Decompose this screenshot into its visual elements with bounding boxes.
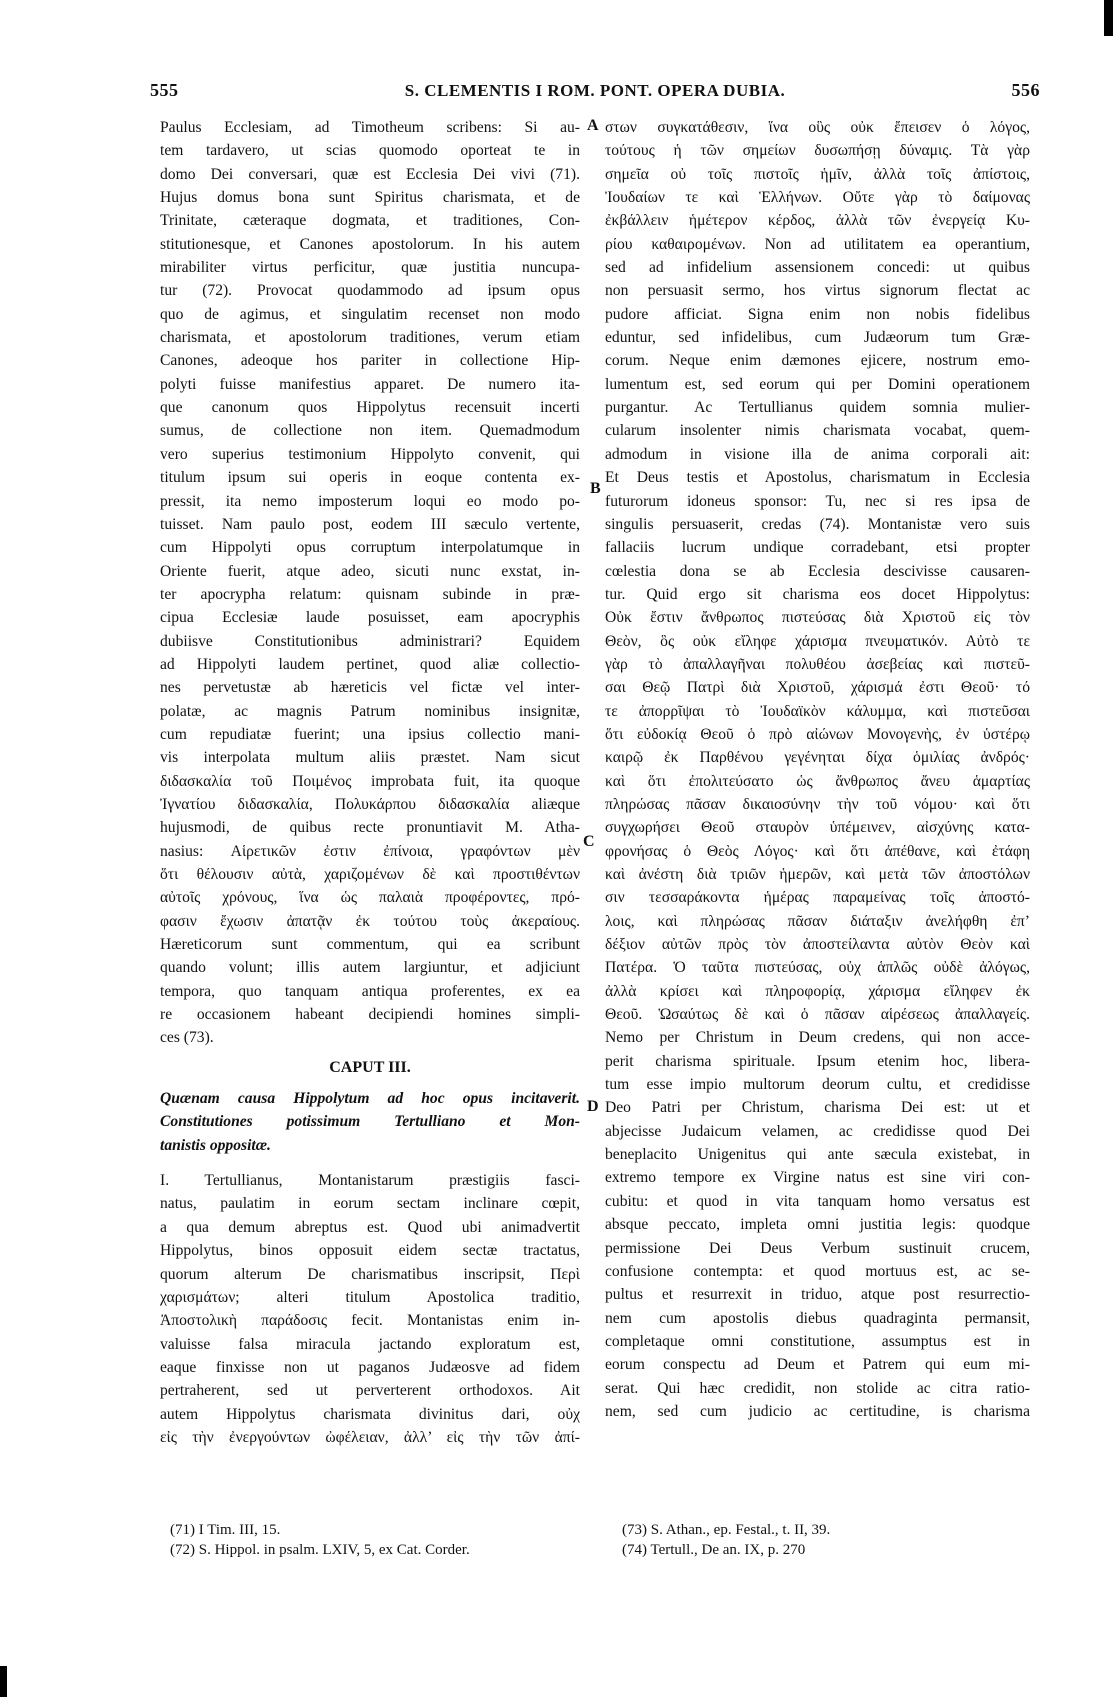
- text-line: eorum conspectu ad Deum et Patrem qui eum mi-: [605, 1356, 1030, 1374]
- running-header: [150, 80, 1040, 106]
- text-line: αὐτοῖς χρόνους, ἵνα ὡς παλαιὰ προφέροντες, πρό-: [160, 889, 580, 907]
- footnotes-right: [622, 1520, 1022, 1560]
- text-line: εἰς τὴν ἐνεργούντων ὠφέλειαν, ἀλλ’ εἰς τὴν τῶν ἀπί-: [160, 1428, 580, 1446]
- text-line: cubitu: et quod in vita tanquam homo versatus est: [605, 1192, 1030, 1210]
- text-line: καὶ ἀνέστη διὰ τριῶν ἡμερῶν, καὶ μετὰ τῶν ἀποστόλων: [605, 866, 1030, 883]
- text-line: perit charisma spirituale. Ipsum etenim hoc, libera-: [605, 1052, 1030, 1070]
- text-line: serat. Qui hæc credidit, non stolide ac citra ratio-: [605, 1379, 1030, 1397]
- text-line: sed ad infidelium assensionem concedi: ut quibus: [605, 259, 1030, 277]
- text-line: Deo Patri per Christum, charisma Dei est: ut et: [605, 1099, 1030, 1117]
- text-line: σιν τεσσαράκοντα ἡμέρας παραμείνας τοῖς ἀποστό-: [605, 889, 1030, 907]
- text-line: ρίου καθαιρομένων. Non ad utilitatem ea operantium,: [605, 235, 1030, 253]
- text-line: cipua Ecclesiæ laude posuisset, eam apocryphis: [160, 609, 580, 627]
- right-column-text: [605, 116, 1030, 1423]
- text-line: Hæreticorum sunt commentum, qui ea scribunt: [160, 936, 580, 954]
- text-line: Πατέρα. Ὁ ταῦτα πιστεύσας, οὐχ ἁπλῶς οὐδὲ ἀλόγως,: [605, 959, 1030, 977]
- footnotes-left: [170, 1520, 570, 1560]
- text-line: tempora, quo tanquam antiqua proferentes, ex ea: [160, 982, 580, 1000]
- text-line: φρονήσας ὁ Θεὸς Λόγος· καὶ ὅτι ἀπέθανε, καὶ ἐτάφη: [605, 842, 1030, 860]
- text-line: absque peccato, impleta omni justitia legis: quodque: [605, 1216, 1030, 1234]
- text-line: extremo tempore ex Virgine natus est sine viri con-: [605, 1169, 1030, 1187]
- scan-edge-mark-bottom: [0, 1666, 7, 1697]
- text-line: fallaciis lucrum undique corradebant, etsi propter: [605, 539, 1030, 557]
- summary-line: Quænam causa Hippolytum ad hoc opus incitaverit.: [160, 1090, 580, 1108]
- text-line: Hippolytus, binos opposuit eidem sectæ tractatus,: [160, 1242, 580, 1260]
- footnote: (73) S. Athan., ep. Festal., t. II, 39.: [622, 1522, 831, 1538]
- text-line: nem, sed cum judicio ac certitudine, is charisma: [605, 1402, 1030, 1420]
- text-line: Oriente fuerit, atque adeo, sicuti nunc exstat, in-: [160, 562, 580, 580]
- margin-marker-d: D: [587, 1098, 599, 1115]
- text-line: polyti fuisse manifestius apparet. De numero ita-: [160, 375, 580, 393]
- text-line: cum repudiatæ fuerint; una ipsius collectio mani-: [160, 725, 580, 743]
- text-line: pressit, ita nemo imposterum loqui eo modo po-: [160, 492, 580, 510]
- summary-line: Constitutiones potissimum Tertulliano et Mon-: [160, 1113, 580, 1131]
- text-line: abjecisse Judaicum velamen, ac credidisse quod Dei: [605, 1122, 1030, 1140]
- scan-edge-mark-top: [1104, 0, 1113, 36]
- text-line: dubiisve Constitutionibus administrari? Equidem: [160, 632, 580, 650]
- text-line: stitutionesque, et Canones apostolorum. In his autem: [160, 235, 580, 253]
- text-line: futurorum idoneus sponsor: Tu, nec si res ipsa de: [605, 492, 1030, 510]
- text-line: Θεὸν, ὃς οὐκ εἴληφε χάρισμα πνευματικόν. Αὐτὸ τε: [605, 632, 1030, 650]
- margin-marker-b: B: [590, 480, 601, 497]
- text-line: Οὐκ ἔστιν ἄνθρωπος πιστεύσας διὰ Χριστοῦ εἰς τὸν: [605, 609, 1030, 627]
- footnote: (71) I Tim. III, 15.: [170, 1522, 281, 1538]
- text-line: cularum insolenter nimis charismata vocabat, quem-: [605, 422, 1030, 440]
- text-line: tem tardavero, ut scias quomodo oporteat te in: [160, 142, 580, 160]
- text-line: re occasionem habeant decipiendi homines simpli-: [160, 1006, 580, 1024]
- text-line: pertraherent, sed ut perverterent orthodoxos. Ait: [160, 1382, 580, 1400]
- text-line: titulum ipsum sui operis in eoque contenta ex-: [160, 469, 580, 487]
- text-line: mirabiliter virtus perficitur, quæ justitia nuncupa-: [160, 259, 580, 277]
- text-line: Trinitate, cæteraque dogmata, et traditiones, Con-: [160, 212, 580, 230]
- text-line: eaque finxisse non ut paganos Judæosve ad fidem: [160, 1358, 580, 1376]
- text-line: καιρῷ ἐκ Παρθένου γεγένηται δίχα ὁμιλίας ἀνδρός·: [605, 749, 1030, 767]
- text-line: quando volunt; illis autem largiuntur, et adjiciunt: [160, 959, 580, 977]
- margin-marker-a: A: [587, 117, 599, 134]
- text-line: lumentum est, sed eorum qui per Domini operationem: [605, 375, 1030, 393]
- text-line: ἐκβάλλειν ἡμέτερον κέρδος, ἀλλὰ τῶν ἐνεργείᾳ Κυ-: [605, 212, 1030, 230]
- right-page-number: 556: [1011, 80, 1040, 100]
- text-line: confusione contempta: et quod mortuus est, ac se-: [605, 1262, 1030, 1280]
- text-line: σαι Θεῷ Πατρὶ διὰ Χριστοῦ, χάρισμά ἐστι Θεοῦ· τό: [605, 679, 1030, 697]
- text-line: sumus, de collectione non item. Quemadmodum: [160, 422, 580, 440]
- text-line: autem Hippolytus charismata divinitus dari, οὐχ: [160, 1405, 580, 1423]
- text-line: que canonum quos Hippolytus recensuit incerti: [160, 399, 580, 417]
- text-line: ὅτι εὐδοκίᾳ Θεοῦ ὁ πρὸ αἰώνων Μονογενὴς, ἐν ὑστέρῳ: [605, 725, 1030, 743]
- text-line: vis interpolata multum aliis præstet. Nam sicut: [160, 749, 580, 767]
- text-line: ὅτι θέλουσιν αὐτὰ, χαριζομένων δὲ καὶ προστιθέντων: [160, 866, 580, 883]
- margin-marker-c: C: [583, 833, 595, 850]
- text-line: χαρισμάτων; alteri titulum Apostolica traditio,: [160, 1288, 580, 1306]
- text-line: ter apocrypha relatum: quisnam subinde in præ-: [160, 585, 580, 603]
- text-line: διδασκαλία τοῦ Ποιμένος improbata fuit, ita quoque: [160, 772, 580, 790]
- left-page-number: 555: [150, 80, 179, 100]
- text-line: ἀλλὰ κρίσει καὶ πληροφορίᾳ, χάρισμα εἴληφεν ἐκ: [605, 982, 1030, 1000]
- text-line: nasius: Αἱρετικῶν ἐστιν ἐπίνοια, γραφόντων μὲν: [160, 842, 580, 860]
- text-line: φασιν ἔχωσιν ἀπατᾷν ἐκ τούτου τοὺς ἀκεραίους.: [160, 912, 580, 930]
- text-line: cum Hippolyti opus corruptum interpolatumque in: [160, 539, 580, 557]
- chapter-heading: CAPUT III.: [329, 1058, 411, 1076]
- text-line: domo Dei conversari, quæ est Ecclesia Dei vivi (71).: [160, 165, 580, 183]
- text-line: δέξιον αὐτῶν πρὸς τὸν ἀποστείλαντα αὐτὸν Θεὸν καὶ: [605, 936, 1030, 954]
- text-line: γὰρ τὸ ἀπαλλαγῆναι πολυθέου ἀσεβείας καὶ πιστεῦ-: [605, 655, 1030, 673]
- text-line: tur. Quid ergo sit charisma eos docet Hippolytus:: [605, 585, 1030, 603]
- running-title: S. CLEMENTIS I ROM. PONT. OPERA DUBIA.: [404, 81, 786, 100]
- text-line: permissione Dei Deus Verbum sustinuit crucem,: [605, 1239, 1030, 1257]
- text-line: pultus et resurrexit in triduo, atque post resurrectio-: [605, 1286, 1030, 1304]
- text-line: tuisset. Nam paulo post, eodem III sæculo vertente,: [160, 515, 580, 533]
- text-line: τούτους ἡ τῶν σημείων δυσωπήσῃ δύναμις. Τὰ γὰρ: [605, 142, 1030, 160]
- text-line: συγχωρήσει Θεοῦ σταυρὸν ὑπέμεινεν, αἰσχύνης κατα-: [605, 819, 1030, 837]
- chapter-body: [160, 1169, 580, 1449]
- text-line: cœlestia dona se ab Ecclesia descivisse causaren-: [605, 562, 1030, 580]
- text-line: hujusmodi, de quibus recte pronuntiavit M. Atha-: [160, 819, 580, 837]
- text-line: Ἰουδαίων τε καὶ Ἑλλήνων. Οὔτε γὰρ τὸ δαίμονας: [605, 189, 1030, 207]
- text-line: vero superius testimonium Hippolyto convenit, qui: [160, 445, 580, 463]
- text-line: στων συγκατάθεσιν, ἵνα οὓς οὐκ ἔπεισεν ὁ λόγος,: [605, 119, 1030, 136]
- left-column: [160, 116, 580, 1449]
- text-line: quo de agimus, et singulatim recenset non modo: [160, 305, 580, 323]
- summary-line: tanistis oppositæ.: [160, 1136, 271, 1154]
- text-line: pudore afficiat. Signa enim non nobis fidelibus: [605, 305, 1030, 323]
- text-line: λοις, καὶ πληρώσας πᾶσαν διάταξιν ἀνελήφθη ἐπ’: [605, 912, 1030, 930]
- footnote: (72) S. Hippol. in psalm. LXIV, 5, ex Cat. Corder.: [170, 1542, 470, 1558]
- text-line: quorum alterum De charismatibus inscripsit, Περὶ: [160, 1265, 580, 1283]
- text-line: Θεοῦ. Ὡσαύτως δὲ καὶ ὁ πᾶσαν αἱρέσεως ἀπαλλαγείς.: [605, 1006, 1030, 1024]
- text-line: Hujus domus bona sunt Spiritus charismata, et de: [160, 189, 580, 207]
- text-line: corum. Neque enim dæmones ejicere, nostrum emo-: [605, 352, 1030, 370]
- text-line: nes pervetustæ ab hæreticis vel fictæ vel inter-: [160, 679, 580, 697]
- text-line: polatæ, ac magnis Patrum nominibus insignitæ,: [160, 702, 580, 720]
- text-line: Ἀποστολικὴ παράδοσις fecit. Montanistas enim in-: [160, 1312, 580, 1330]
- text-line: a qua demum abreptus est. Quod ubi animadvertit: [160, 1218, 580, 1236]
- text-line: Paulus Ecclesiam, ad Timotheum scribens: Si au-: [160, 119, 580, 136]
- text-line: admodum in visione illa de anima corporali ait:: [605, 445, 1030, 463]
- text-line: tum esse impio multorum deorum cultu, et credidisse: [605, 1076, 1030, 1094]
- text-line: tur (72). Provocat quodammodo ad ipsum opus: [160, 282, 580, 300]
- text-line: eduntur, sed infidelibus, cum Judæorum tum Græ-: [605, 329, 1030, 347]
- text-line: τε ἀπορρῖψαι τὸ Ἰουδαϊκὸν κάλυμμα, καὶ πιστεῦσαι: [605, 702, 1030, 720]
- text-line: beneplacito Unigenitus qui ante sæcula existebat, in: [605, 1146, 1030, 1164]
- text-line: charismata, et apostolorum traditiones, verum etiam: [160, 329, 580, 347]
- left-column-text: [160, 116, 580, 1050]
- text-line: Ἰγνατίου διδασκαλία, Πολυκάρπου διδασκαλία aliæque: [160, 795, 580, 813]
- text-line: σημεῖα οὐ τοῖς πιστοῖς ἡμῖν, ἀλλὰ τοῖς ἀπίστοις,: [605, 165, 1030, 183]
- text-line: non persuasit sermo, hos virtus signorum flectat ac: [605, 282, 1030, 300]
- text-line: ad Hippolyti laudem pertinet, quod aliæ collectio-: [160, 655, 580, 673]
- text-line: singulis persuaserit, credas (74). Montanistæ vero suis: [605, 515, 1030, 533]
- text-line: Et Deus testis et Apostolus, charismatum in Ecclesia: [605, 469, 1030, 487]
- text-line: purgantur. Ac Tertullianus quidem somnia mulier-: [605, 399, 1030, 417]
- text-line: I. Tertullianus, Montanistarum præstigiis fasci-: [160, 1172, 580, 1190]
- text-line: καὶ ὅτι ἐπολιτεύσατο ὡς ἄνθρωπος ἄνευ ἁμαρτίας: [605, 772, 1030, 790]
- text-line: Canones, adeoque hos pariter in collectione Hip-: [160, 352, 580, 370]
- right-column: [605, 116, 1030, 1423]
- chapter-summary: [160, 1087, 580, 1157]
- text-line: completaque omni constitutione, assumptus est in: [605, 1332, 1030, 1350]
- footnote: (74) Tertull., De an. IX, p. 270: [622, 1542, 806, 1558]
- text-line: πληρώσας πᾶσαν δικαιοσύνην τὴν τοῦ νόμου· καὶ ὅτι: [605, 795, 1030, 813]
- text-line: nem cum apostolis diebus quadraginta permansit,: [605, 1309, 1030, 1327]
- text-line: valuisse falsa miracula jactando exploratum est,: [160, 1335, 580, 1353]
- text-line: natus, paulatim in eorum sectam inclinare cœpit,: [160, 1195, 580, 1213]
- text-line: Nemo per Christum in Deum credens, qui non acce-: [605, 1029, 1030, 1047]
- text-line: ces (73).: [160, 1029, 214, 1047]
